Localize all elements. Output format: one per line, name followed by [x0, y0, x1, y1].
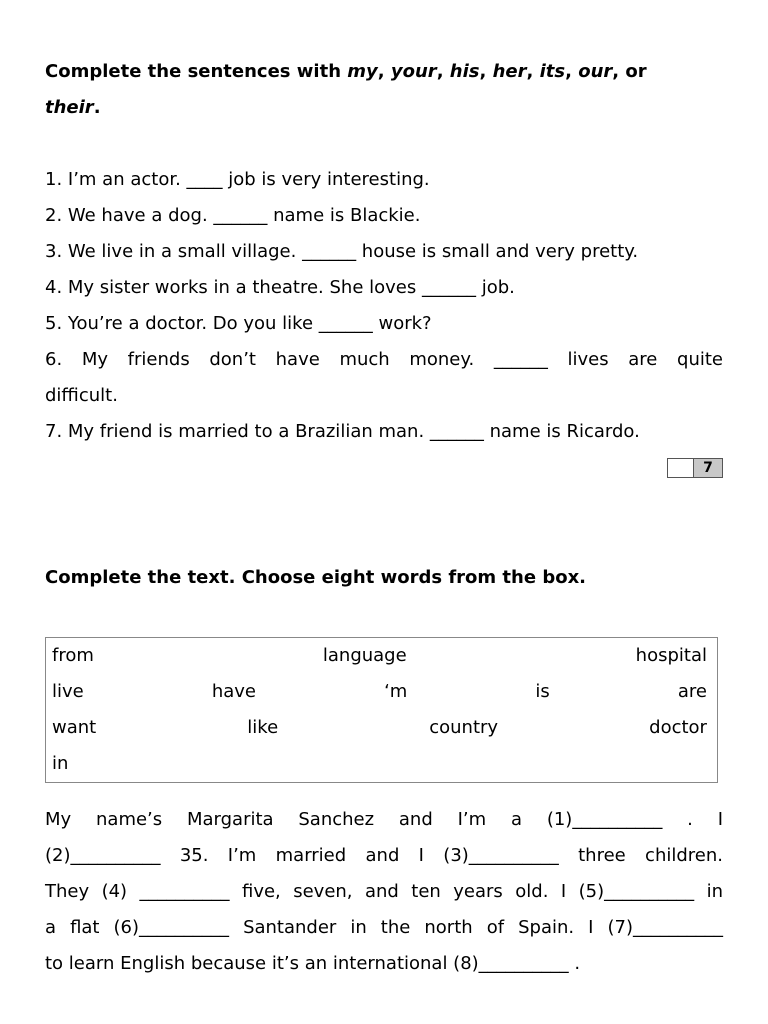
sentence-1: 1. I’m an actor. ____ job is very interesting.	[45, 169, 430, 190]
heading-word-her: her	[492, 61, 527, 82]
exercise-1-sentences	[45, 162, 723, 450]
exercise-2-text	[45, 802, 723, 982]
score-entry-field[interactable]	[668, 459, 694, 477]
word-option: have	[211, 681, 256, 702]
heading-period: .	[93, 97, 101, 118]
word-box	[45, 637, 718, 783]
score-box	[667, 458, 723, 478]
heading-separator: , or	[612, 61, 647, 82]
sentence-7: 7. My friend is married to a Brazilian man. ______ name is Ricardo.	[45, 421, 640, 442]
heading-separator: ,	[377, 61, 391, 82]
text-line-3: They (4) __________ five, seven, and ten years old. I (5)__________ in	[45, 881, 723, 902]
heading-separator: ,	[436, 61, 450, 82]
heading-separator: ,	[526, 61, 540, 82]
sentence-6: 6. My friends don’t have much money. ______ lives are quite	[45, 349, 723, 370]
score-total: 7	[694, 459, 722, 477]
word-option: live	[52, 681, 84, 702]
word-option: ‘m	[384, 681, 408, 702]
heading-word-their: their	[45, 97, 94, 118]
heading-word-my: my	[347, 61, 378, 82]
word-box-row	[52, 746, 707, 782]
heading-word-its: its	[539, 61, 566, 82]
word-box-row	[52, 638, 707, 674]
word-option: want	[52, 717, 97, 738]
heading-word-his: his	[449, 61, 480, 82]
text-line-1: My name’s Margarita Sanchez and I’m a (1)__________ . I	[45, 809, 723, 830]
heading-text: Complete the sentences with	[45, 61, 348, 82]
heading-word-your: your	[390, 61, 437, 82]
word-option: in	[52, 753, 69, 774]
word-option: country	[429, 717, 499, 738]
word-option: language	[322, 645, 407, 666]
exercise-2-heading: Complete the text. Choose eight words from the box.	[45, 567, 587, 588]
word-box-row	[52, 674, 707, 710]
sentence-4: 4. My sister works in a theatre. She loves ______ job.	[45, 277, 515, 298]
sentence-3: 3. We live in a small village. ______ house is small and very pretty.	[45, 241, 639, 262]
sentence-2: 2. We have a dog. ______ name is Blackie.	[45, 205, 421, 226]
word-option: like	[247, 717, 279, 738]
word-option: doctor	[649, 717, 707, 738]
sentence-6-continued: difficult.	[45, 385, 118, 406]
word-option: from	[52, 645, 94, 666]
text-line-5: to learn English because it’s an international (8)__________ .	[45, 953, 581, 974]
word-option: hospital	[635, 645, 707, 666]
word-box-row	[52, 710, 707, 746]
heading-separator: ,	[479, 61, 493, 82]
sentence-5: 5. You’re a doctor. Do you like ______ work?	[45, 313, 432, 334]
word-option: is	[535, 681, 550, 702]
word-option: are	[677, 681, 707, 702]
text-line-4: a flat (6)__________ Santander in the north of Spain. I (7)__________	[45, 917, 723, 938]
heading-separator: ,	[565, 61, 579, 82]
text-line-2: (2)__________ 35. I’m married and I (3)__________ three children.	[45, 845, 723, 866]
exercise-1-heading	[45, 54, 723, 126]
heading-word-our: our	[578, 61, 613, 82]
